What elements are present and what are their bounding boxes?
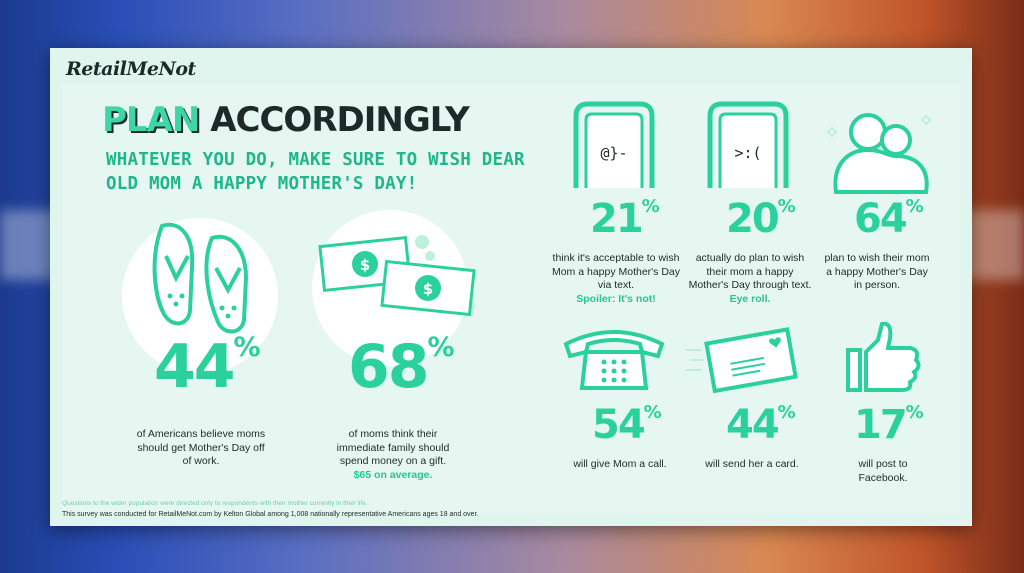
stat-facebook-value: 17%	[854, 402, 924, 448]
infographic-card	[50, 48, 972, 526]
stat-slippers-value: 44%	[154, 332, 261, 402]
stat-money-highlight: $65 on average.	[353, 468, 433, 481]
stat-card-value: 44%	[726, 402, 796, 448]
stat-text-plan-value: 20%	[726, 196, 796, 242]
stat-call-value: 54%	[592, 402, 662, 448]
stat-text-ok-value: 21%	[590, 196, 660, 242]
footer-survey: This survey was conducted for RetailMeNot.com by Kelton Global among 1,008 nationally representative Americans ages 18 and over.	[62, 511, 479, 518]
stat-in-person-value: 64%	[854, 196, 924, 242]
slippers-icon	[142, 216, 262, 336]
stat-facebook-caption: will post to Facebook.	[858, 458, 908, 484]
stat-text-plan-caption: actually do plan to wish their mom a happy Mother's Day through text. Eye roll.	[688, 252, 812, 305]
phone-icon	[562, 326, 666, 392]
stat-card-caption: will send her a card.	[705, 458, 799, 470]
door-angry-icon	[704, 100, 792, 190]
stat-text-ok-highlight: Spoiler: It's not!	[576, 292, 656, 305]
infographic-title	[102, 100, 469, 140]
door-text-icon	[570, 100, 658, 190]
stat-money-caption: of moms think their immediate family should spend money on a gift. $65 on average.	[328, 428, 458, 482]
stat-in-person-caption: plan to wish their mom a happy Mother's Day in person.	[824, 252, 930, 291]
stat-text-plan-highlight: Eye roll.	[729, 292, 771, 305]
retailmenot-logo: RetailMeNot	[66, 58, 196, 80]
door-text-glyph: @}-	[600, 144, 628, 162]
stat-call-caption: will give Mom a call.	[573, 458, 667, 470]
svg-text:$: $	[422, 280, 434, 298]
stat-slippers-caption: of Americans believe moms should get Mother's Day off of work.	[136, 428, 266, 467]
hug-icon	[822, 110, 938, 200]
stat-money-value: 68%	[348, 332, 455, 402]
footer-note: Questions to the wider population were directed only to respondents with their mother currently in their life.	[62, 500, 368, 507]
thumbs-up-icon	[844, 320, 922, 394]
money-icon	[318, 228, 478, 328]
card-icon	[682, 324, 802, 394]
stat-text-ok-caption: think it's acceptable to wish Mom a happy Mother's Day via text. Spoiler: It's not!	[551, 252, 681, 305]
door-angry-glyph: >:(	[734, 144, 762, 162]
infographic-subtitle: WHATEVER YOU DO, MAKE SURE TO WISH DEAR OLD MOM A HAPPY MOTHER'S DAY!	[106, 150, 525, 194]
svg-text:$: $	[359, 256, 371, 274]
title-plan: PLAN	[102, 100, 200, 140]
title-accordingly: ACCORDINGLY	[210, 100, 469, 140]
